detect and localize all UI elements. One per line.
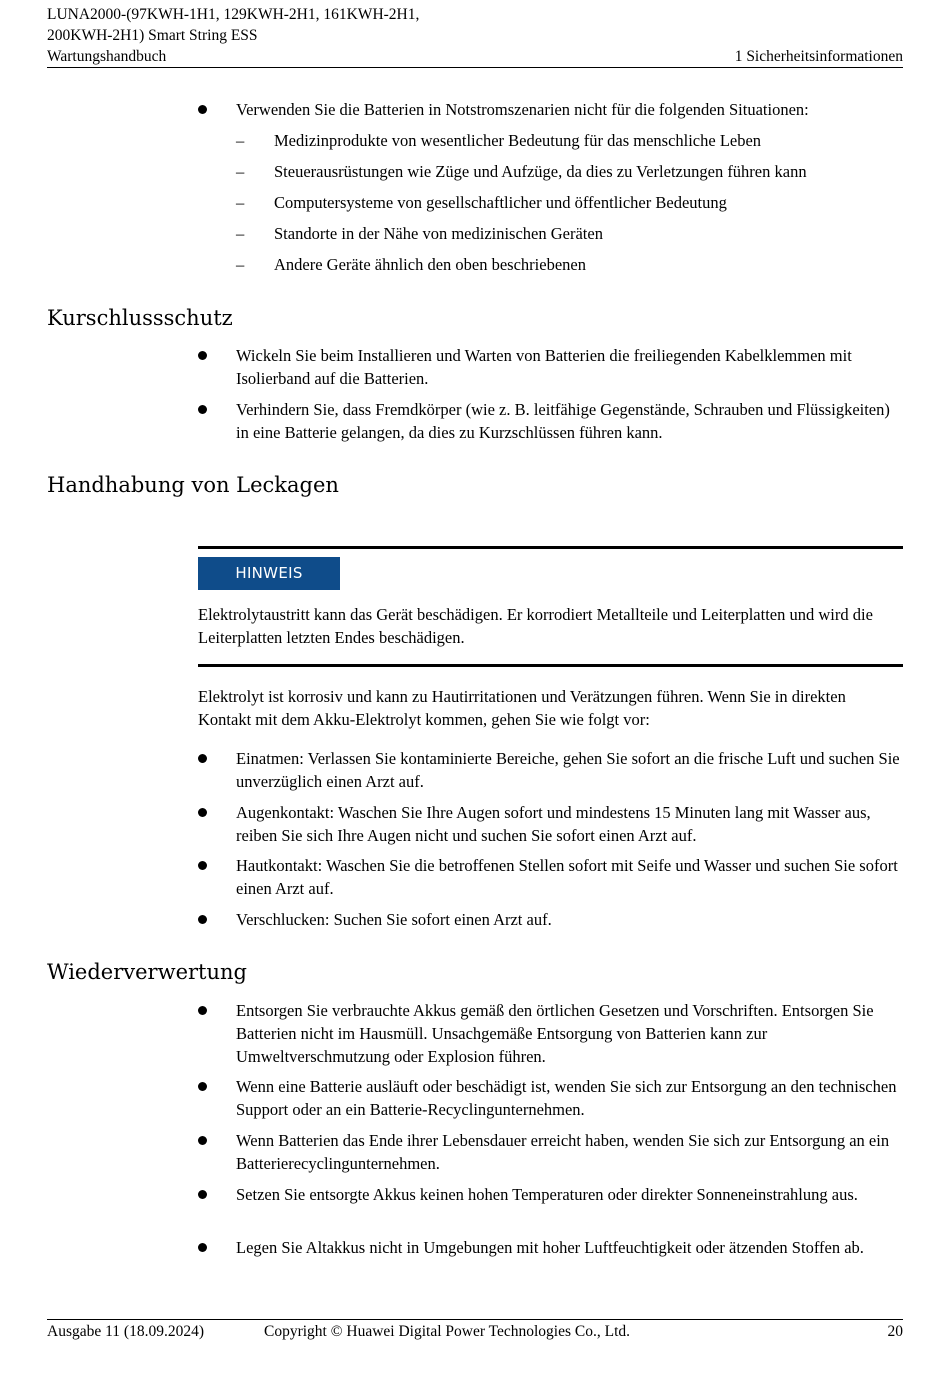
bullet-icon	[198, 1082, 207, 1091]
manual-type: Wartungshandbuch	[47, 48, 167, 65]
bullet-icon	[198, 1006, 207, 1015]
list-item-text: Verschlucken: Suchen Sie sofort einen Arzt auf.	[236, 910, 552, 929]
bullet-icon	[198, 351, 207, 360]
sub-list-item-text: Andere Geräte ähnlich den oben beschriebenen	[274, 255, 586, 274]
list-item	[198, 98, 903, 121]
list-item	[198, 1236, 903, 1259]
list-item-text: Wenn eine Batterie ausläuft oder beschädigt ist, wenden Sie sich zur Entsorgung an den technischen Support oder an ein Batterie-Recyclingunternehmen.	[236, 1077, 897, 1119]
bullet-icon	[198, 808, 207, 817]
footer-divider	[47, 1319, 903, 1320]
list-item	[198, 747, 903, 793]
section-heading-short-circuit: Kurschlussschutz	[47, 306, 233, 330]
bullet-icon	[198, 915, 207, 924]
dash-icon: –	[236, 162, 245, 181]
bullet-icon	[198, 1190, 207, 1199]
list-item	[198, 908, 903, 931]
dash-icon: –	[236, 131, 245, 150]
edition-label: Ausgabe 11 (18.09.2024)	[47, 1323, 204, 1340]
dash-icon: –	[236, 255, 245, 274]
dash-icon: –	[236, 224, 245, 243]
page-number: 20	[887, 1323, 903, 1340]
sub-list-item-text: Computersysteme von gesellschaftlicher und öffentlicher Bedeutung	[274, 193, 727, 212]
chapter-title: 1 Sicherheitsinformationen	[734, 48, 903, 65]
list-item-text: Verhindern Sie, dass Fremdkörper (wie z. B. leitfähige Gegenstände, Schrauben und Flüssigkeiten) in eine Batterie gelangen, da dies zu Kurzschlüssen führen kann.	[236, 400, 890, 442]
bullet-icon	[198, 861, 207, 870]
list-item-text: Hautkontakt: Waschen Sie die betroffenen Stellen sofort mit Seife und Wasser und suchen Sie sofort einen Arzt auf.	[236, 856, 898, 898]
list-item-text: Entsorgen Sie verbrauchte Akkus gemäß den örtlichen Gesetzen und Vorschriften. Entsorgen Sie Batterien nicht im Hausmüll. Unsachgemäße Entsorgung von Batterien kann zur Umweltverschmutzung oder Explosion führen.	[236, 1001, 874, 1066]
bullet-icon	[198, 405, 207, 414]
list-item	[198, 854, 903, 900]
page-header	[47, 4, 903, 67]
bullet-icon	[198, 105, 207, 114]
notice-bottom-rule	[198, 664, 903, 667]
bullet-icon	[198, 1243, 207, 1252]
notice-top-rule	[198, 546, 903, 549]
sub-list-item	[236, 160, 903, 183]
sub-list-item-text: Standorte in der Nähe von medizinischen Geräten	[274, 224, 603, 243]
list-item-text: Legen Sie Altakkus nicht in Umgebungen mit hoher Luftfeuchtigkeit oder ätzenden Stoffen ab.	[236, 1238, 864, 1257]
sub-list-item-text: Steuerausrüstungen wie Züge und Aufzüge, da dies zu Verletzungen führen kann	[274, 162, 807, 181]
document-title-line-1: LUNA2000-(97KWH-1H1, 129KWH-2H1, 161KWH-2H1,	[47, 6, 420, 23]
notice-text: Elektrolytaustritt kann das Gerät beschädigen. Er korrodiert Metallteile und Leiterplatten und wird die Leiterplatten letzten Endes beschädigen.	[198, 605, 873, 647]
copyright-notice: Copyright © Huawei Digital Power Technologies Co., Ltd.	[264, 1323, 630, 1340]
header-divider	[47, 67, 903, 68]
section-heading-leakage: Handhabung von Leckagen	[47, 473, 339, 497]
sub-list-item-text: Medizinprodukte von wesentlicher Bedeutung für das menschliche Leben	[274, 131, 762, 150]
bullet-icon	[198, 1136, 207, 1145]
notice-badge: HINWEIS	[198, 557, 340, 590]
bullet-icon	[198, 754, 207, 763]
document-title-line-2: 200KWH-2H1) Smart String ESS	[47, 27, 258, 44]
list-item	[198, 1183, 903, 1206]
list-item-text: Wickeln Sie beim Installieren und Warten von Batterien die freiliegenden Kabelklemmen mit Isolierband auf die Batterien.	[236, 346, 852, 388]
list-item	[198, 398, 903, 444]
sub-list-item	[236, 253, 903, 276]
list-item-text: Einatmen: Verlassen Sie kontaminierte Bereiche, gehen Sie sofort an die frische Luft und suchen Sie unverzüglich einen Arzt auf.	[236, 749, 900, 791]
sub-list-item	[236, 129, 903, 152]
list-item	[198, 1129, 903, 1175]
sub-list-item	[236, 191, 903, 214]
list-item-text: Wenn Batterien das Ende ihrer Lebensdauer erreicht haben, wenden Sie sich zur Entsorgung an ein Batterierecyclingunternehmen.	[236, 1131, 890, 1173]
dash-icon: –	[236, 193, 245, 212]
list-item-text: Setzen Sie entsorgte Akkus keinen hohen Temperaturen oder direkter Sonneneinstrahlung aus.	[236, 1185, 858, 1204]
list-item-text: Verwenden Sie die Batterien in Notstromszenarien nicht für die folgenden Situationen:	[236, 100, 809, 119]
sub-list-item	[236, 222, 903, 245]
leakage-paragraph: Elektrolyt ist korrosiv und kann zu Hautirritationen und Verätzungen führen. Wenn Sie in direkten Kontakt mit dem Akku-Elektrolyt kommen, gehen Sie wie folgt vor:	[198, 687, 846, 729]
list-item	[198, 801, 903, 847]
list-item	[198, 344, 903, 390]
list-item	[198, 999, 903, 1068]
list-item-text: Augenkontakt: Waschen Sie Ihre Augen sofort und mindestens 15 Minuten lang mit Wasser aus, reiben Sie sich Ihre Augen nicht und suchen Sie sofort einen Arzt auf.	[236, 803, 871, 845]
section-heading-recycling: Wiederverwertung	[47, 960, 247, 984]
list-item	[198, 1075, 903, 1121]
